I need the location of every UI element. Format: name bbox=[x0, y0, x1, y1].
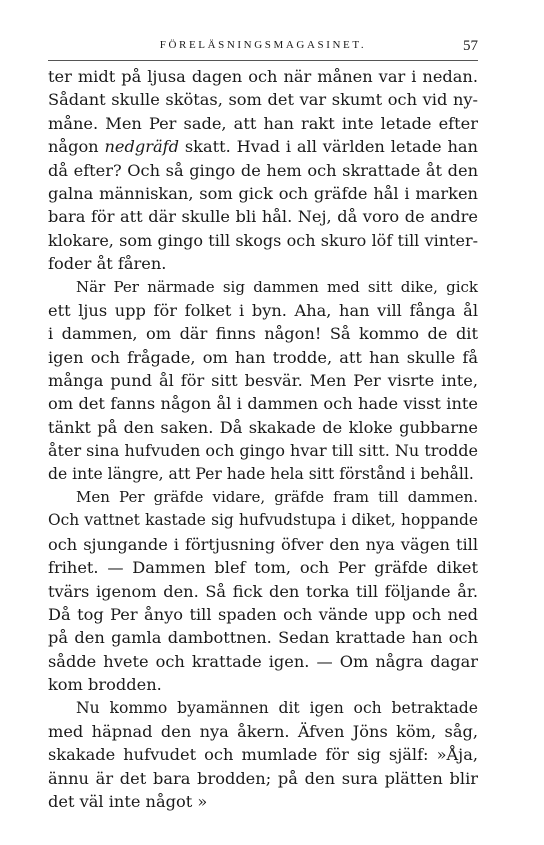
text-line: måne. Men Per sade, att han rakt inte letade efter bbox=[48, 113, 478, 133]
text-line: klokare, som gingo till skogs och skuro löf till vinter- bbox=[48, 230, 478, 250]
text-line: och sjungande i förtjusning öfver den nya vägen till bbox=[48, 534, 478, 554]
text-line: igen och frågade, om han trodde, att han skulle få bbox=[48, 347, 478, 367]
header-rule bbox=[48, 60, 478, 61]
text-line: Nu kommo byamännen dit igen och betraktade bbox=[76, 698, 478, 717]
text-line: åter sina hufvuden och gingo hvar till sitt. Nu trodde bbox=[48, 441, 478, 461]
emphasis: nedgräfd bbox=[104, 137, 179, 157]
text-line: galna människan, som gick och gräfde hål i marken bbox=[48, 183, 478, 203]
text-line: bara för att där skulle bli hål. Nej, då voro de andre bbox=[48, 207, 478, 227]
text-line: foder åt fåren. bbox=[48, 254, 167, 274]
text-line: frihet. — Dammen blef tom, och Per gräfde diket bbox=[48, 558, 478, 578]
text-line: sådde hvete och krattade igen. — Om några dagar bbox=[48, 651, 478, 671]
text-line: ter midt på ljusa dagen och när månen var i nedan. bbox=[48, 67, 478, 86]
text-line: Och vattnet kastade sig hufvudstupa i diket, hoppande bbox=[48, 511, 478, 530]
running-header bbox=[48, 38, 478, 56]
text-line: då efter? Och så gingo de hem och skrattade åt den bbox=[48, 160, 478, 180]
text-line: många pund ål för sitt besvär. Men Per visrte inte, bbox=[48, 371, 478, 391]
text-line: det väl inte något » bbox=[48, 792, 208, 812]
text-line: tvärs igenom den. Så fick den torka till följande år. bbox=[48, 581, 478, 601]
text-line: med häpnad den nya åkern. Äfven Jöns köm, såg, bbox=[48, 721, 478, 741]
text-line: någon nedgräfd skatt. Hvad i all världen letade han bbox=[48, 137, 478, 157]
text-line: Sådant skulle skötas, som det var skumt och vid ny- bbox=[48, 90, 478, 110]
text-line: på den gamla dambottnen. Sedan krattade han och bbox=[48, 628, 478, 648]
running-title: FÖRELÄSNINGSMAGASINET. bbox=[159, 39, 367, 51]
text-line: i dammen, om där finns någon! Så kommo de dit bbox=[48, 324, 478, 344]
text-line: ett ljus upp för folket i byn. Aha, han vill fånga ål bbox=[48, 300, 478, 320]
text-line: kom brodden. bbox=[48, 675, 162, 695]
page-number: 57 bbox=[463, 38, 478, 54]
text-line: Då tog Per ånyo till spaden och vände upp och ned bbox=[48, 604, 478, 624]
text-line: ännu är det bara brodden; på den sura plätten blir bbox=[48, 768, 478, 788]
text-line: skakade hufvudet och mumlade för sig själf: »Åja, bbox=[48, 745, 478, 765]
text-line: När Per närmade sig dammen med sitt dike, gick bbox=[76, 277, 478, 296]
text-line: de inte längre, att Per hade hela sitt förstånd i behåll. bbox=[48, 464, 474, 483]
text-line: tänkt på den saken. Då skakade de kloke gubbarne bbox=[48, 417, 478, 437]
text-line: Men Per gräfde vidare, gräfde fram till dammen. bbox=[76, 488, 478, 507]
text-line: om det fanns någon ål i dammen och hade visst inte bbox=[48, 394, 478, 414]
body-text bbox=[48, 65, 478, 814]
